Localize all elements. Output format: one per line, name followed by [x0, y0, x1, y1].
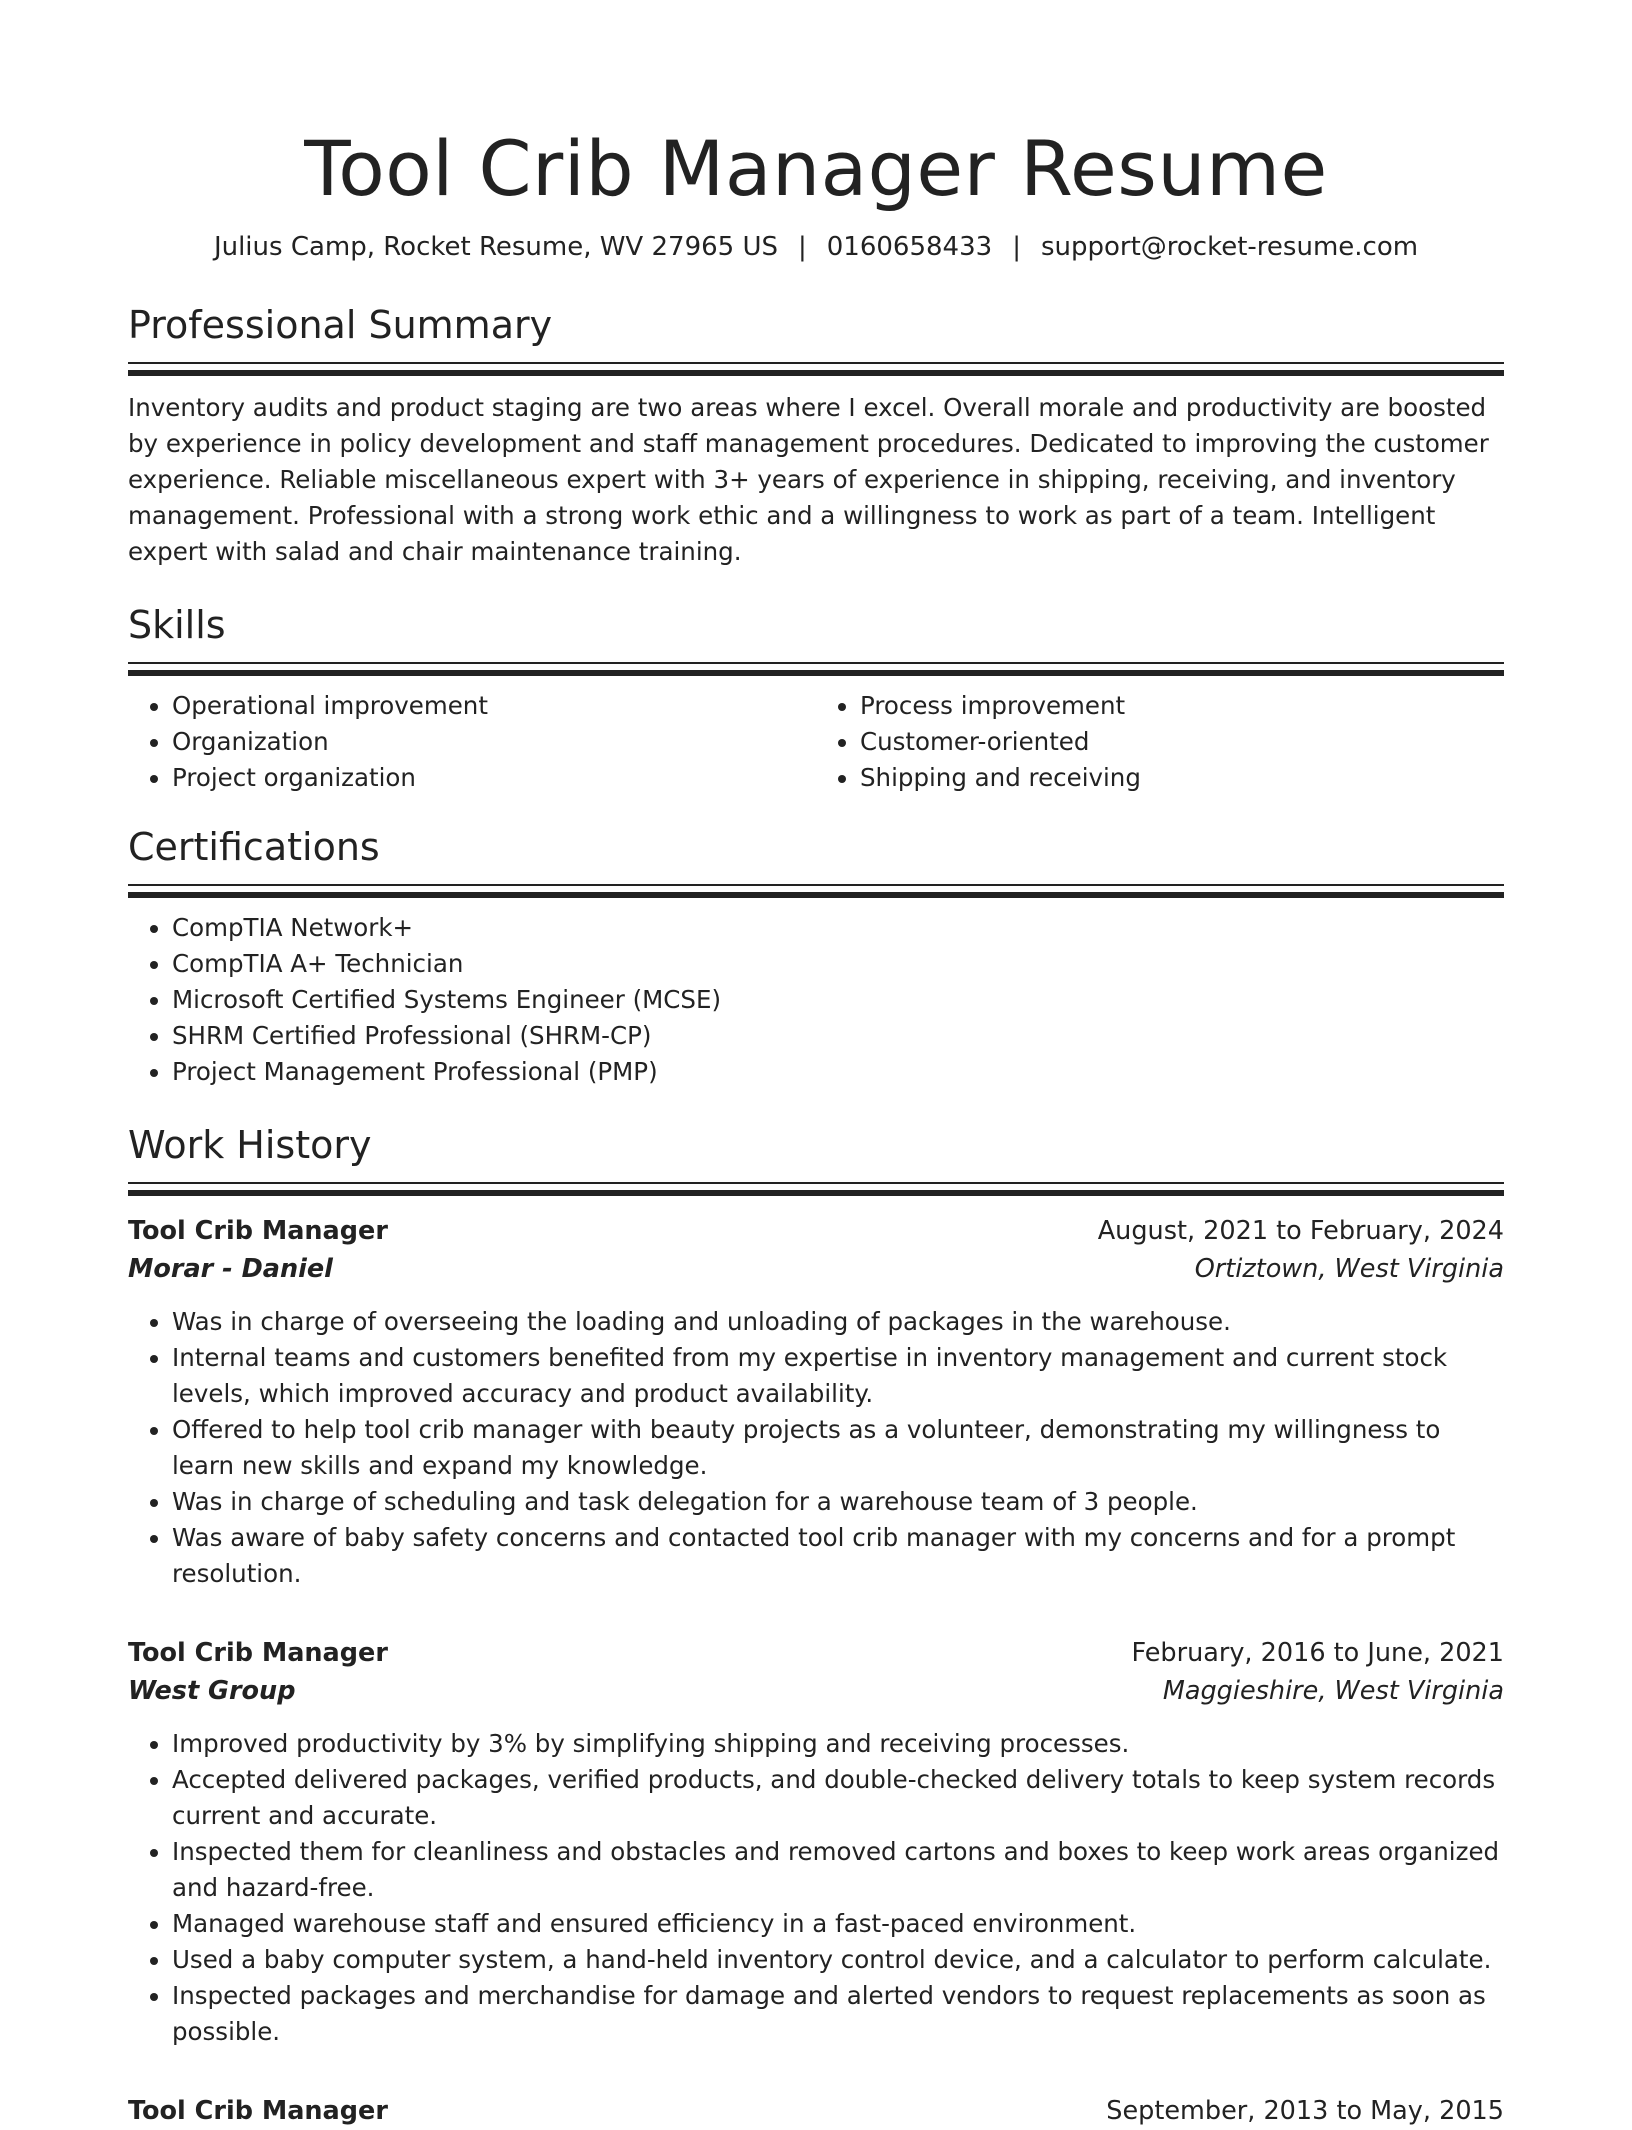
summary-text: Inventory audits and product staging are two areas where I excel. Overall morale and productivity are boosted by experience in policy development and staff management procedures. Dedicated to improving the customer experience. Reliable miscellaneous expert with 3+ years of experience in shipping, receiving, and inventory management. Professional with a strong work ethic and a willingness to work as part of a team. Intelligent expert with salad and chair maintenance training.: [128, 393, 1489, 566]
job-location: Maggieshire, West Virginia: [1162, 1676, 1504, 1706]
section-divider: [128, 1182, 1504, 1198]
job-company: West Group: [128, 1676, 296, 1706]
job-header-row: [128, 2092, 1504, 2130]
contact-separator: |: [1012, 232, 1021, 262]
job-company: Morar - Daniel: [128, 1254, 333, 1284]
contact-email: support@rocket-resume.com: [1040, 232, 1419, 262]
certification-item: • Microsoft Certified Systems Engineer (MCSE): [172, 982, 1504, 1018]
contact-separator: |: [798, 232, 807, 262]
skill-item: • Shipping and receiving: [860, 760, 1504, 796]
skills-grid: [128, 688, 1504, 796]
job-duty: • Used a baby computer system, a hand-held inventory control device, and a calculator to perform calculate.: [172, 1942, 1504, 1978]
section-heading-certifications: Certifications: [128, 825, 380, 869]
section-divider: [128, 662, 1504, 678]
job-duty: • Internal teams and customers benefited from my expertise in inventory management and current stock levels, which improved accuracy and product availability.: [172, 1340, 1504, 1412]
section-heading-summary: Professional Summary: [128, 303, 553, 347]
certification-item: • CompTIA A+ Technician: [172, 946, 1504, 982]
certifications-section: [128, 822, 1504, 1090]
contact-line: [128, 230, 1504, 264]
job-entry: [128, 2092, 1504, 2130]
job-entry: [128, 1212, 1504, 1592]
job-location: Ortiztown, West Virginia: [1194, 1254, 1504, 1284]
job-duties-list: [128, 1726, 1504, 2050]
job-duty: • Was in charge of overseeing the loading and unloading of packages in the warehouse.: [172, 1304, 1504, 1340]
skills-column-left: [128, 688, 816, 796]
job-entry: [128, 1634, 1504, 2050]
job-duty: • Was aware of baby safety concerns and contacted tool crib manager with my concerns and for a prompt resolution.: [172, 1520, 1504, 1592]
job-duty: • Inspected packages and merchandise for damage and alerted vendors to request replacements as soon as possible.: [172, 1978, 1504, 2050]
certification-list: [128, 910, 1504, 1090]
job-subheader-row: [128, 1672, 1504, 1710]
contact-phone: 0160658433: [826, 232, 993, 262]
job-header-row: [128, 1212, 1504, 1250]
skill-item: • Operational improvement: [172, 688, 816, 724]
skill-item: • Organization: [172, 724, 816, 760]
job-subheader-row: [128, 1250, 1504, 1288]
work-history-section: [128, 1120, 1504, 2130]
job-duty: • Inspected them for cleanliness and obstacles and removed cartons and boxes to keep work areas organized and hazard-free.: [172, 1834, 1504, 1906]
section-divider: [128, 884, 1504, 900]
job-duty: • Was in charge of scheduling and task delegation for a warehouse team of 3 people.: [172, 1484, 1504, 1520]
certification-item: • CompTIA Network+: [172, 910, 1504, 946]
job-dates: August, 2021 to February, 2024: [1097, 1216, 1504, 1246]
section-heading-skills: Skills: [128, 603, 226, 647]
contact-address: Julius Camp, Rocket Resume, WV 27965 US: [213, 232, 778, 262]
skill-item: • Customer-oriented: [860, 724, 1504, 760]
job-duty: • Accepted delivered packages, verified products, and double-checked delivery totals to keep system records current and accurate.: [172, 1762, 1504, 1834]
section-divider: [128, 362, 1504, 378]
job-duties-list: [128, 1304, 1504, 1592]
skills-column-right: [816, 688, 1504, 796]
skill-item: • Project organization: [172, 760, 816, 796]
job-title: Tool Crib Manager: [128, 1638, 388, 1668]
job-header-row: [128, 1634, 1504, 1672]
skill-item: • Process improvement: [860, 688, 1504, 724]
section-heading-work-history: Work History: [128, 1123, 372, 1167]
job-dates: February, 2016 to June, 2021: [1131, 1638, 1504, 1668]
professional-summary-section: [128, 300, 1504, 570]
job-duty: • Managed warehouse staff and ensured efficiency in a fast-paced environment.: [172, 1906, 1504, 1942]
job-title: Tool Crib Manager: [128, 2096, 388, 2126]
skills-section: [128, 600, 1504, 796]
certification-item: • SHRM Certified Professional (SHRM-CP): [172, 1018, 1504, 1054]
job-duty: • Improved productivity by 3% by simplifying shipping and receiving processes.: [172, 1726, 1504, 1762]
job-duty: • Offered to help tool crib manager with beauty projects as a volunteer, demonstrating my willingness to learn new skills and expand my knowledge.: [172, 1412, 1504, 1484]
certification-item: • Project Management Professional (PMP): [172, 1054, 1504, 1090]
page-title: Tool Crib Manager Resume: [304, 124, 1328, 213]
job-dates: September, 2013 to May, 2015: [1106, 2096, 1504, 2126]
job-title: Tool Crib Manager: [128, 1216, 388, 1246]
